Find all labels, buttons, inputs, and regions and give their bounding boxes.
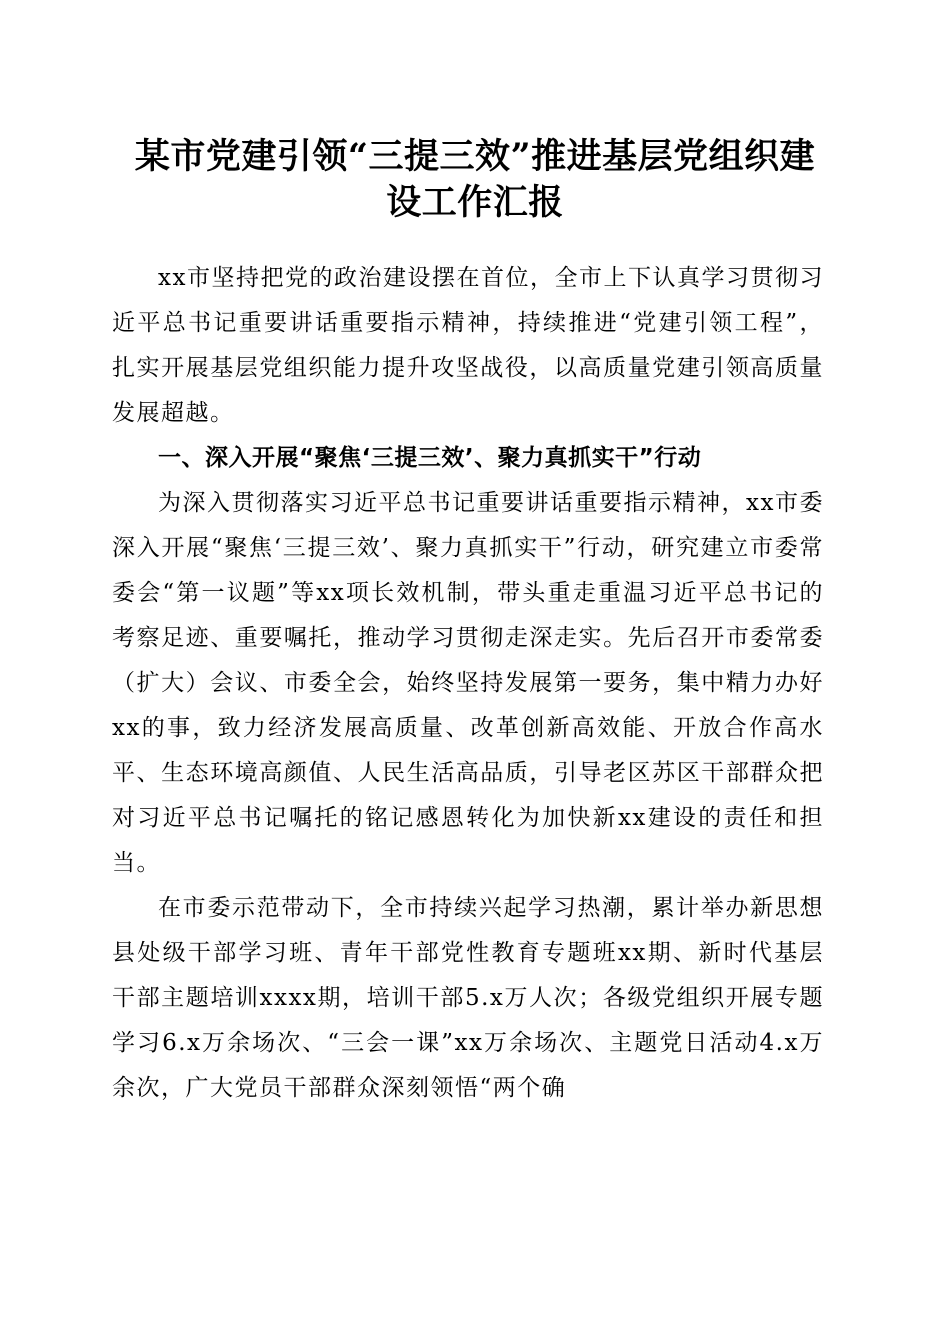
section-heading-1: 一、深入开展“聚焦‘三提三效’、聚力真抓实干”行动 xyxy=(158,445,702,471)
paragraph-intro: xx市坚持把党的政治建设摆在首位，全市上下认真学习贯彻习近平总书记重要讲话重要指示精神，持续推进“党建引领工程”，扎实开展基层党组织能力提升攻坚战役，以高质量党建引领高质量发展超越。 xyxy=(112,265,824,426)
document-title xyxy=(110,134,840,226)
paragraph-section1-2: 在市委示范带动下，全市持续兴起学习热潮，累计举办新思想县处级干部学习班、青年干部党性教育专题班xx期、新时代基层干部主题培训xxxx期，培训干部5.x万人次；各级党组织开展专题学习6.x万余场次、“三会一课”xx万余场次、主题党日活动4.x万余次，广大党员干部群众深刻领悟“两个确 xyxy=(112,895,824,1101)
title-line-1: 某市党建引领“三提三效”推进基层党组织建 xyxy=(134,136,816,177)
paragraph-section1-1: 为深入贯彻落实习近平总书记重要讲话重要指示精神，xx市委深入开展“聚焦‘三提三效’、聚力真抓实干”行动，研究建立市委常委会“第一议题”等xx项长效机制，带头重走重温习近平总书记的考察足迹、重要嘱托，推动学习贯彻走深走实。先后召开市委常委（扩大）会议、市委全会，始终坚持发展第一要务，集中精力办好xx的事，致力经济发展高质量、改革创新高效能、开放合作高水平、生态环境高颜值、人民生活高品质，引导老区苏区干部群众把对习近平总书记嘱托的铭记感恩转化为加快新xx建设的责任和担当。 xyxy=(112,490,824,876)
title-line-2: 设工作汇报 xyxy=(386,182,564,223)
document-body xyxy=(112,256,824,1111)
